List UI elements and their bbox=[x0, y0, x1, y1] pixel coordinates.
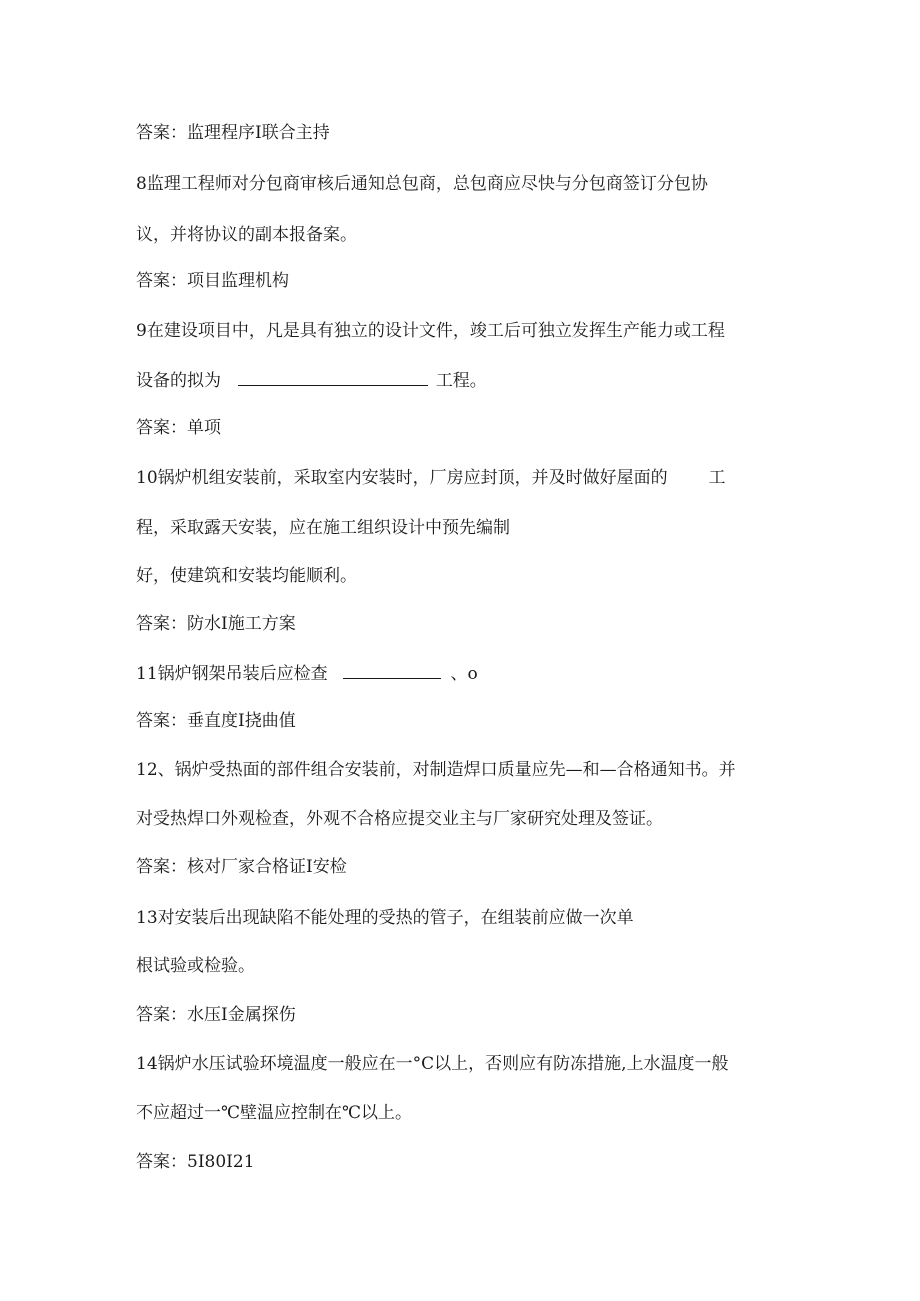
answer-8: 答案：项目监理机构 bbox=[136, 271, 289, 291]
question-11-text: 11锅炉钢架吊装后应检查 bbox=[136, 664, 328, 684]
answer-11: 答案：垂直度I挠曲值 bbox=[136, 711, 296, 731]
question-8-line-1: 8监理工程师对分包商审核后通知总包商，总包商应尽快与分包商签订分包协 bbox=[136, 174, 708, 194]
answer-12: 答案：核对厂家合格证I安检 bbox=[136, 857, 347, 877]
question-14-line-2: 不应超过一℃壁温应控制在℃以上。 bbox=[136, 1103, 413, 1123]
answer-9: 答案：单项 bbox=[136, 418, 221, 438]
question-9-text-before-blank: 设备的拟为 bbox=[136, 371, 221, 391]
question-13-line-1: 13对安装后出现缺陷不能处理的受热的管子，在组装前应做一次单 bbox=[136, 908, 634, 928]
answer-13: 答案：水压I金属探伤 bbox=[136, 1005, 296, 1025]
question-10-line-2: 程，采取露天安装，应在施工组织设计中预先编制 bbox=[136, 518, 510, 538]
fill-in-blank bbox=[343, 662, 441, 679]
question-13-line-2: 根试验或检验。 bbox=[136, 956, 255, 976]
question-12-line-2: 对受热焊口外观检查，外观不合格应提交业主与厂家研究处理及签证。 bbox=[136, 809, 663, 829]
answer-14: 答案：5I80I21 bbox=[136, 1152, 255, 1172]
answer-7: 答案：监理程序I联合主持 bbox=[136, 123, 330, 143]
question-9-line-2 bbox=[136, 369, 487, 392]
question-8-line-2: 议，并将协议的副本报备案。 bbox=[136, 225, 357, 245]
question-9-line-1: 9在建设项目中，凡是具有独立的设计文件，竣工后可独立发挥生产能力或工程 bbox=[136, 321, 725, 341]
question-10-text-tail: 工 bbox=[708, 468, 726, 488]
question-10-line-3: 好，使建筑和安装均能顺利。 bbox=[136, 566, 357, 586]
fill-in-blank bbox=[238, 369, 428, 386]
answer-10: 答案：防水I施工方案 bbox=[136, 614, 296, 634]
question-11-line-1 bbox=[136, 662, 478, 685]
question-12-line-1: 12、锅炉受热面的部件组合安装前，对制造焊口质量应先—和—合格通知书。并 bbox=[136, 760, 736, 780]
question-10-line-1 bbox=[136, 467, 725, 489]
question-11-text-tail: 、o bbox=[450, 664, 478, 684]
question-10-text: 10锅炉机组安装前，采取室内安装时，厂房应封顶，并及时做好屋面的 bbox=[136, 468, 668, 488]
question-14-line-1: 14锅炉水压试验环境温度一般应在一°C以上，否则应有防冻措施,上水温度一般 bbox=[136, 1054, 729, 1074]
question-9-text-after-blank: 工程。 bbox=[435, 371, 487, 391]
